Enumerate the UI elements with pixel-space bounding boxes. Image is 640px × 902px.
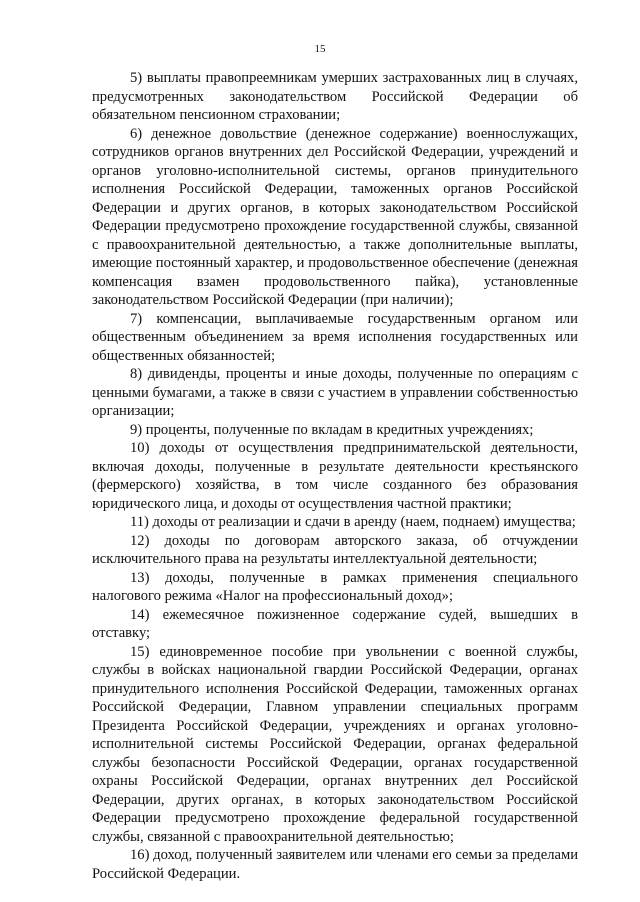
list-item-15: 15) единовременное пособие при увольнении с военной службы, службы в войсках национальной гвардии Российской Федерации, органах принудительного исполнения Российской Федерации, таможенных органах Российской Федерации, Главном управлении специальных программ Президента Российской Федерации, учреждениях и органах уголовно-исполнительной системы Российской Федерации, органах федеральной службы безопасности Российской Федерации, органах государственной охраны Российской Федерации, органах внутренних дел Российской Федерации, других органах, в которых законодательством Российской Федерации предусмотрено прохождение федеральной государственной службы, связанной с правоохранительной деятельностью; xyxy=(92,643,578,845)
list-item-9: 9) проценты, полученные по вкладам в кредитных учреждениях; xyxy=(130,421,534,438)
list-item-8: 8) дивиденды, проценты и иные доходы, полученные по операциям с ценными бумагами, а также в связи с участием в управлении собственностью организации; xyxy=(92,366,578,419)
page-number: 15 xyxy=(314,43,326,55)
list-item-13: 13) доходы, полученные в рамках применения специального налогового режима «Налог на профессиональный доход»; xyxy=(92,569,578,604)
list-item-10: 10) доходы от осуществления предпринимательской деятельности, включая доходы, полученные в результате деятельности крестьянского (фермерского) хозяйства, в том числе созданного без образования юридического лица, и доходы от осуществления частной практики; xyxy=(92,440,578,512)
list-item-6: 6) денежное довольствие (денежное содержание) военнослужащих, сотрудников органов внутренних дел Российской Федерации, учреждений и органов уголовно-исполнительной системы, органов принудительного исполнения Российской Федерации, таможенных органов Российской Федерации и других органов, в которых законодательством Российской Федерации предусмотрено прохождение государственной службы, связанной с правоохранительной деятельностью, а также дополнительные выплаты, имеющие постоянный характер, и продовольственное обеспечение (денежная компенсация взамен продовольственного пайка), установленные законодательством Российской Федерации (при наличии); xyxy=(92,125,578,308)
list-item-14: 14) ежемесячное пожизненное содержание судей, вышедших в отставку; xyxy=(92,606,578,641)
document-body xyxy=(92,69,578,883)
list-item-7: 7) компенсации, выплачиваемые государственным органом или общественным объединением за время исполнения государственных или общественных обязанностей; xyxy=(92,310,578,364)
list-item-11: 11) доходы от реализации и сдачи в аренду (наем, поднаем) имущества; xyxy=(130,514,576,530)
list-item-16: 16) доход, полученный заявителем или членами его семьи за пределами Российской Федерации. xyxy=(92,847,578,882)
list-item-5: 5) выплаты правопреемникам умерших застрахованных лиц в случаях, предусмотренных законодательством Российской Федерации об обязательном пенсионном страховании; xyxy=(92,70,578,123)
list-item-12: 12) доходы по договорам авторского заказа, об отчуждении исключительного права на результаты интеллектуальной деятельности; xyxy=(92,532,578,567)
